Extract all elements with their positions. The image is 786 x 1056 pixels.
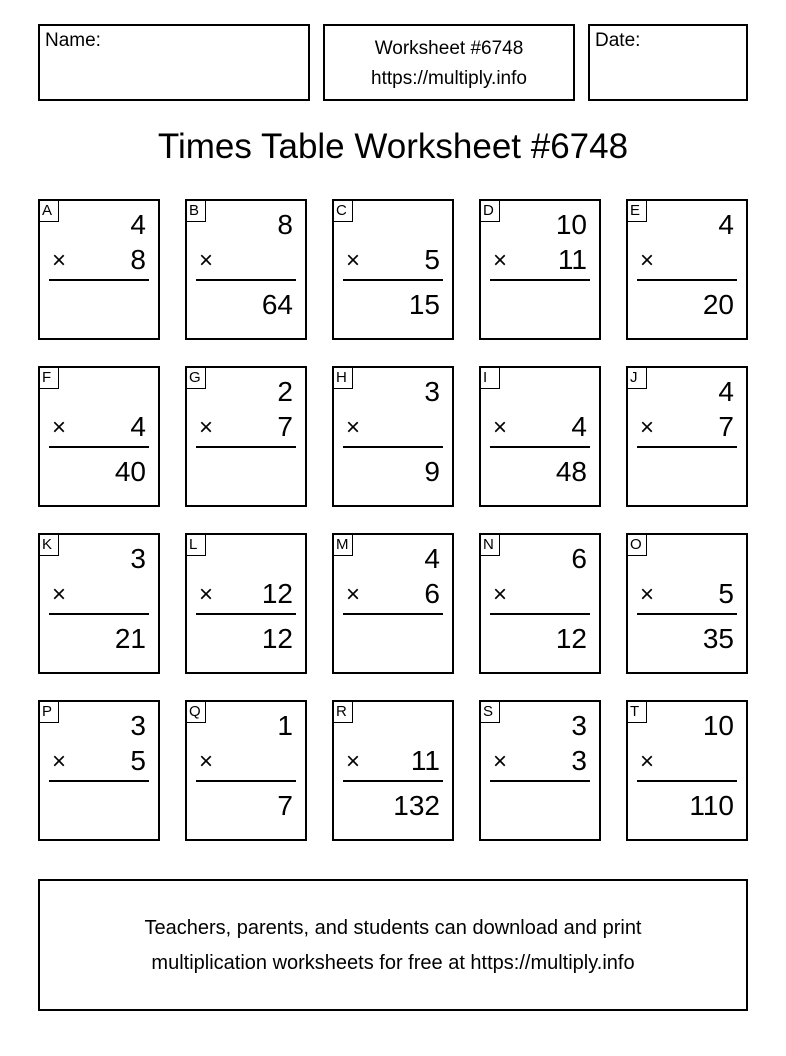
answer-line bbox=[637, 446, 737, 448]
answer-line bbox=[490, 613, 590, 615]
times-sign: × bbox=[346, 414, 361, 441]
product: 40 bbox=[114, 456, 146, 487]
times-sign: × bbox=[493, 414, 508, 441]
problem-letter: J bbox=[628, 368, 647, 389]
product: 110 bbox=[689, 790, 734, 821]
answer-line bbox=[637, 279, 737, 281]
multiplier: 5 bbox=[130, 745, 146, 776]
problem-letter: L bbox=[187, 535, 206, 556]
multiplicand: 3 bbox=[130, 710, 146, 741]
worksheet-id-box bbox=[323, 24, 575, 101]
multiplier: 11 bbox=[557, 244, 587, 275]
product: 132 bbox=[393, 790, 440, 821]
multiplicand: 4 bbox=[130, 209, 146, 240]
multiplicand: 4 bbox=[424, 543, 440, 574]
problem-card bbox=[185, 366, 307, 507]
problem-card bbox=[38, 366, 160, 507]
answer-line bbox=[49, 613, 149, 615]
multiplicand: 10 bbox=[555, 209, 587, 240]
times-sign: × bbox=[493, 581, 508, 608]
times-sign: × bbox=[346, 247, 361, 274]
times-sign: × bbox=[640, 581, 655, 608]
product: 15 bbox=[408, 289, 440, 320]
footer-box bbox=[38, 879, 748, 1011]
times-sign: × bbox=[52, 414, 67, 441]
product: 7 bbox=[277, 790, 293, 821]
product: 20 bbox=[702, 289, 734, 320]
multiplicand: 6 bbox=[571, 543, 587, 574]
problem-card bbox=[185, 533, 307, 674]
answer-line bbox=[490, 279, 590, 281]
times-sign: × bbox=[199, 414, 214, 441]
multiplier: 4 bbox=[571, 411, 587, 442]
product: 48 bbox=[555, 456, 587, 487]
date-field-box[interactable] bbox=[588, 24, 748, 101]
problem-card bbox=[479, 366, 601, 507]
page-title: Times Table Worksheet #6748 bbox=[157, 127, 629, 166]
problem-card bbox=[38, 533, 160, 674]
name-label: Name: bbox=[45, 30, 101, 51]
problem-letter: R bbox=[334, 702, 353, 723]
times-sign: × bbox=[640, 748, 655, 775]
multiplicand: 1 bbox=[277, 710, 293, 741]
problem-letter: D bbox=[481, 201, 500, 222]
answer-line bbox=[196, 780, 296, 782]
problem-card bbox=[332, 700, 454, 841]
problem-letter: G bbox=[187, 368, 206, 389]
problem-card bbox=[332, 533, 454, 674]
product: 12 bbox=[555, 623, 587, 654]
problem-card bbox=[626, 533, 748, 674]
answer-line bbox=[343, 780, 443, 782]
answer-line bbox=[196, 613, 296, 615]
multiplicand: 2 bbox=[277, 376, 293, 407]
product: 21 bbox=[114, 623, 146, 654]
times-sign: × bbox=[493, 748, 508, 775]
multiplier: 8 bbox=[130, 244, 146, 275]
times-sign: × bbox=[199, 581, 214, 608]
multiplicand: 8 bbox=[277, 209, 293, 240]
product: 35 bbox=[702, 623, 734, 654]
problem-letter: I bbox=[481, 368, 500, 389]
multiplicand: 4 bbox=[718, 209, 734, 240]
answer-line bbox=[196, 279, 296, 281]
problem-card bbox=[479, 533, 601, 674]
answer-line bbox=[49, 780, 149, 782]
problem-letter: E bbox=[628, 201, 647, 222]
answer-line bbox=[343, 613, 443, 615]
multiplier: 7 bbox=[718, 411, 734, 442]
problem-card bbox=[479, 700, 601, 841]
footer-line-1: Teachers, parents, and students can download and print bbox=[144, 917, 642, 939]
footer-line-2: multiplication worksheets for free at https://multiply.info bbox=[151, 952, 635, 974]
problem-letter: N bbox=[481, 535, 500, 556]
multiplier: 7 bbox=[277, 411, 293, 442]
worksheet-number: Worksheet #6748 bbox=[374, 38, 524, 59]
answer-line bbox=[637, 613, 737, 615]
problem-letter: S bbox=[481, 702, 500, 723]
answer-line bbox=[490, 446, 590, 448]
problem-card bbox=[626, 366, 748, 507]
answer-line bbox=[196, 446, 296, 448]
multiplicand: 3 bbox=[130, 543, 146, 574]
product: 12 bbox=[261, 623, 293, 654]
times-sign: × bbox=[52, 581, 67, 608]
multiplicand: 3 bbox=[571, 710, 587, 741]
problem-letter: Q bbox=[187, 702, 206, 723]
answer-line bbox=[343, 279, 443, 281]
problem-card bbox=[185, 199, 307, 340]
multiplier: 3 bbox=[571, 745, 587, 776]
problem-card bbox=[626, 700, 748, 841]
times-sign: × bbox=[52, 247, 67, 274]
problem-card bbox=[38, 700, 160, 841]
answer-line bbox=[49, 446, 149, 448]
problem-card bbox=[479, 199, 601, 340]
multiplier: 5 bbox=[424, 244, 440, 275]
problem-card bbox=[626, 199, 748, 340]
multiplicand: 10 bbox=[702, 710, 734, 741]
multiplicand: 4 bbox=[718, 376, 734, 407]
multiplicand: 3 bbox=[424, 376, 440, 407]
problem-letter: F bbox=[40, 368, 59, 389]
problem-letter: H bbox=[334, 368, 353, 389]
problem-card bbox=[38, 199, 160, 340]
multiplier: 5 bbox=[718, 578, 734, 609]
answer-line bbox=[49, 279, 149, 281]
problem-card bbox=[185, 700, 307, 841]
times-sign: × bbox=[199, 748, 214, 775]
times-sign: × bbox=[199, 247, 214, 274]
multiplier: 4 bbox=[130, 411, 146, 442]
multiplier: 12 bbox=[261, 578, 293, 609]
problem-letter: A bbox=[40, 201, 59, 222]
problem-letter: M bbox=[334, 535, 353, 556]
name-field-box[interactable] bbox=[38, 24, 310, 101]
times-sign: × bbox=[346, 748, 361, 775]
problem-card bbox=[332, 366, 454, 507]
times-sign: × bbox=[493, 247, 508, 274]
answer-line bbox=[343, 446, 443, 448]
problem-letter: O bbox=[628, 535, 647, 556]
worksheet-url: https://multiply.info bbox=[371, 68, 527, 89]
times-sign: × bbox=[346, 581, 361, 608]
date-label: Date: bbox=[595, 30, 641, 51]
times-sign: × bbox=[640, 414, 655, 441]
multiplier: 11 bbox=[410, 745, 440, 776]
product: 9 bbox=[424, 456, 440, 487]
problem-card bbox=[332, 199, 454, 340]
answer-line bbox=[490, 780, 590, 782]
problem-letter: T bbox=[628, 702, 647, 723]
problem-letter: P bbox=[40, 702, 59, 723]
problem-letter: C bbox=[334, 201, 353, 222]
times-sign: × bbox=[640, 247, 655, 274]
multiplier: 6 bbox=[424, 578, 440, 609]
times-sign: × bbox=[52, 748, 67, 775]
problem-letter: K bbox=[40, 535, 59, 556]
product: 64 bbox=[261, 289, 293, 320]
answer-line bbox=[637, 780, 737, 782]
problem-letter: B bbox=[187, 201, 206, 222]
